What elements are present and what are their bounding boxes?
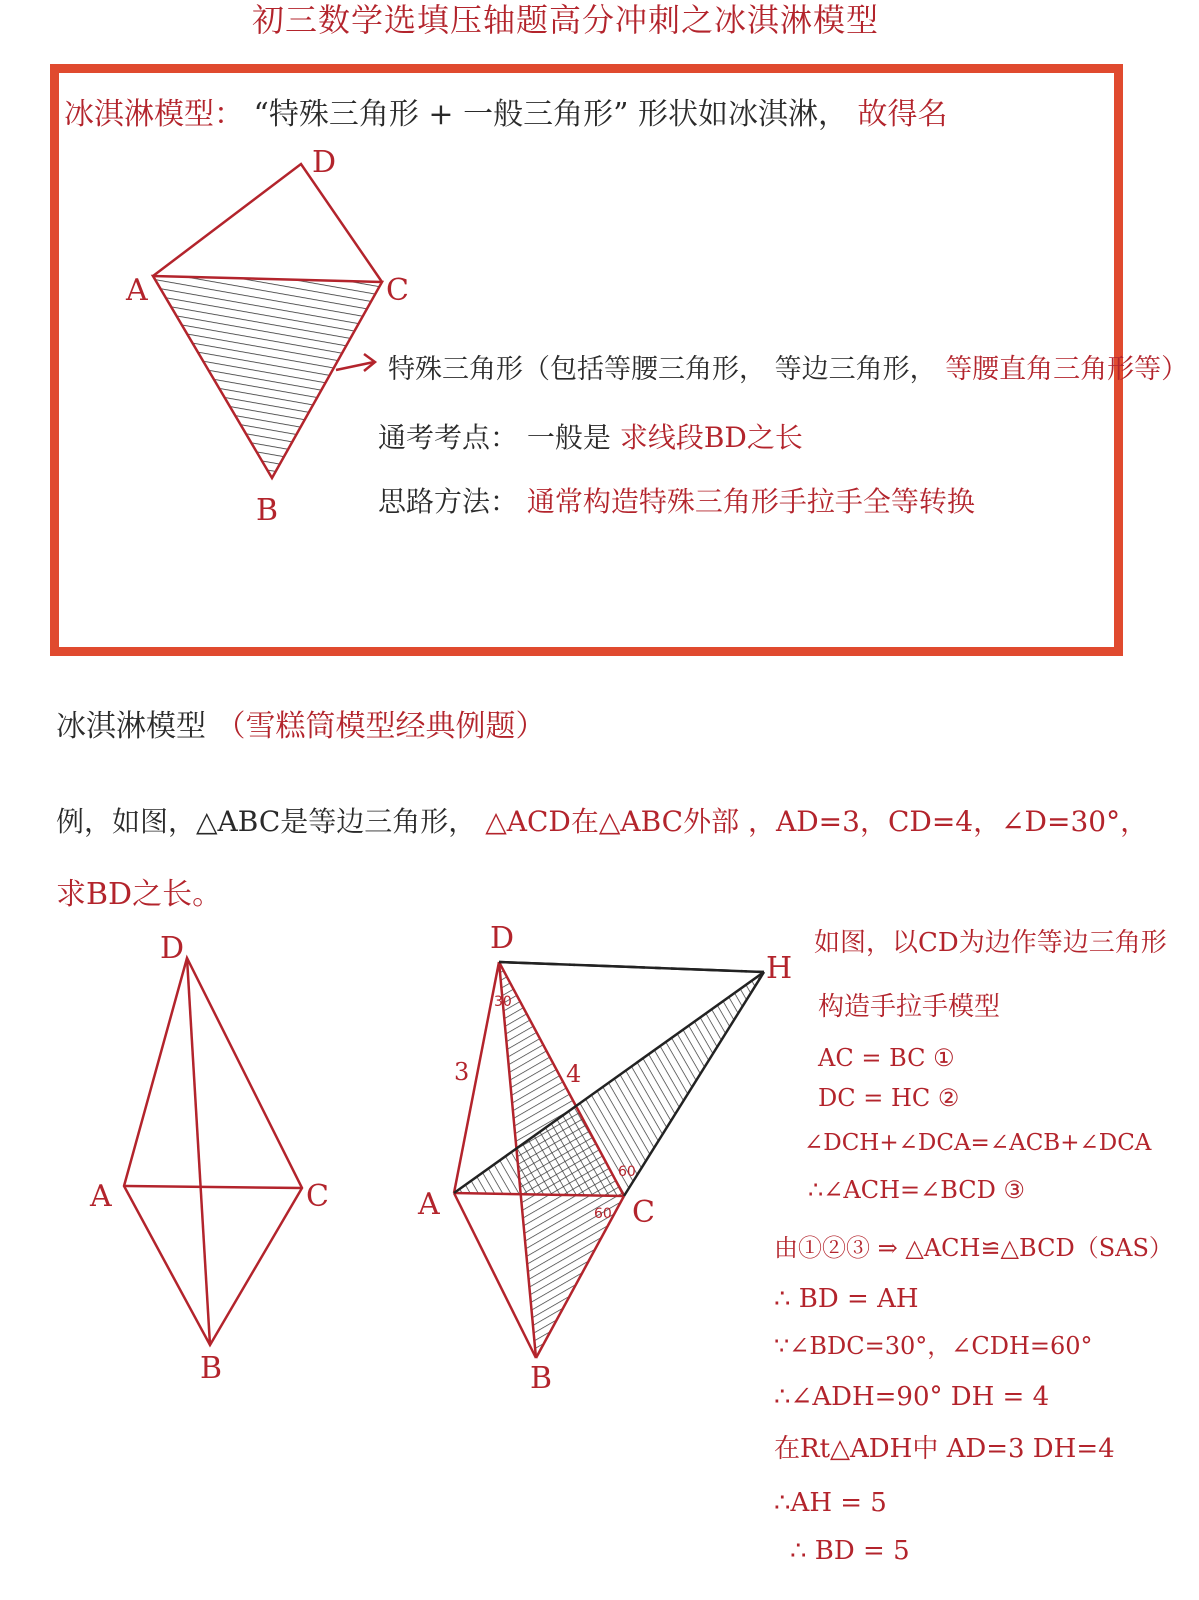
solution-line-11: 在Rt△ADH中 AD=3 DH=4 (774, 1434, 1115, 1464)
example-heading-sub: （雪糕筒模型经典例题） (215, 709, 546, 744)
page-title: 初三数学选填压轴题高分冲刺之冰淇淋模型 (252, 1, 880, 39)
right-point-b-label: B (530, 1361, 553, 1396)
solution-line-10: ∴∠ADH=90° DH = 4 (774, 1382, 1050, 1412)
angle-adc-label: 30 (494, 994, 512, 1010)
solution-line-7: 由①②③ ⇒ △ACH≌△BCD（SAS） (774, 1234, 1173, 1262)
right-point-d-label: D (490, 921, 515, 956)
model-name: 冰淇淋模型： (64, 97, 244, 132)
method-label: 思路方法： (378, 485, 519, 518)
problem-part-2: △ACD在△ABC外部 (485, 805, 740, 838)
exam-point-label: 通考考点： (378, 421, 519, 454)
side-ad-length: 3 (454, 1058, 470, 1086)
model-shape: 形状如冰淇淋， (637, 97, 848, 132)
left-point-c-label: C (306, 1179, 329, 1214)
diagonal-bd (187, 958, 210, 1345)
ice-cream-diagram (125, 145, 409, 528)
angle-dch-label: 60 (618, 1164, 636, 1180)
diagonal-ac (124, 1186, 302, 1188)
left-point-d-label: D (160, 931, 185, 966)
point-b-label: B (256, 493, 279, 528)
side-dc-length: 4 (566, 1060, 582, 1088)
example-diagram-right (417, 921, 792, 1396)
example-problem-line-2: 求BD之长。 (56, 877, 223, 912)
problem-part-1: 例，如图，△ABC是等边三角形， (56, 805, 477, 838)
right-point-c-label: C (632, 1195, 655, 1230)
arrow-note-part-1: 特殊三角形（包括等腰三角形， (388, 354, 766, 385)
point-d-label: D (312, 145, 337, 180)
solution-line-12: ∴AH = 5 (774, 1488, 887, 1518)
model-definition: “特殊三角形 + 一般三角形” (253, 97, 629, 132)
solution-line-8: ∴ BD = AH (774, 1284, 919, 1314)
arrow-note-part-2: 等边三角形， (774, 354, 937, 385)
solution-line-4: DC = HC ② (818, 1084, 960, 1112)
arrow-note-part-3: 等腰直角三角形等） (945, 354, 1189, 385)
solution-line-5: ∠DCH+∠DCA=∠ACB+∠DCA (804, 1130, 1152, 1156)
point-a-label: A (126, 273, 148, 308)
kite-outline (124, 958, 302, 1345)
right-point-h-label: H (766, 951, 793, 986)
solution-line-9: ∵∠BDC=30°，∠CDH=60° (774, 1332, 1093, 1360)
problem-part-3: ，AD=3，CD=4，∠D=30°， (748, 805, 1149, 838)
right-point-a-label: A (418, 1187, 440, 1222)
point-c-label: C (386, 273, 409, 308)
model-naming: 故得名 (857, 97, 948, 132)
solution-line-1: 如图，以CD为边作等边三角形 (814, 928, 1167, 958)
exam-point-text: 一般是 (526, 421, 611, 454)
left-point-b-label: B (200, 1351, 223, 1386)
example-diagram-left (124, 958, 302, 1345)
method-text: 通常构造特殊三角形手拉手全等转换 (526, 485, 975, 518)
solution-line-13: ∴ BD = 5 (790, 1536, 910, 1566)
triangle-acd-outline (153, 164, 382, 282)
solution-line-6: ∴∠ACH=∠BCD ③ (808, 1176, 1026, 1204)
left-point-a-label: A (90, 1179, 112, 1214)
solution-line-3: AC = BC ① (818, 1044, 955, 1072)
segment-dh-2 (499, 962, 764, 972)
exam-point-target: 求线段BD之长 (619, 421, 803, 454)
example-heading-main: 冰淇淋模型 (56, 709, 206, 744)
triangle-abc-shaded (153, 276, 382, 478)
solution-line-2: 构造手拉手模型 (818, 992, 1001, 1022)
angle-acb-label: 60 (594, 1206, 612, 1222)
